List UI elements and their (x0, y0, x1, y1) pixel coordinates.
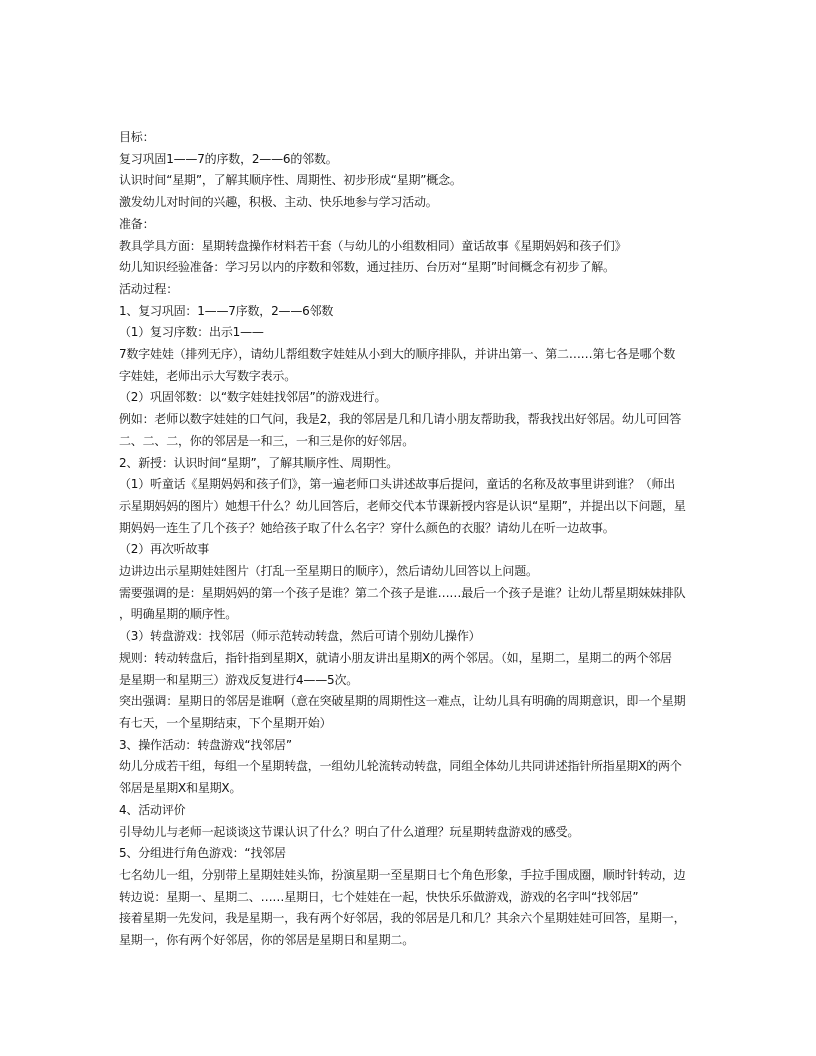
body-line: 示星期妈妈的图片）她想干什么？幼儿回答后，老师交代本节课新授内容是认识“星期”，并提出以下问题，星 (119, 498, 686, 513)
section-heading: 4、活动评价 (119, 802, 186, 817)
body-line: 需要强调的是：星期妈妈的第一个孩子是谁？第二个孩子是谁……最后一个孩子是谁？让幼儿帮星期妹妹排队 (119, 585, 686, 600)
body-line: 七名幼儿一组，分别带上星期娃娃头饰，扮演星期一至星期日七个角色形象，手拉手围成圈，顺时针转动，边 (119, 867, 686, 882)
objective-line: 激发幼儿对时间的兴趣，积极、主动、快乐地参与学习活动。 (119, 195, 438, 210)
body-line: ，明确星期的顺序性。 (119, 607, 238, 622)
document-body (119, 127, 699, 952)
subsection-heading: （3）转盘游戏：找邻居（师示范转动转盘，然后可请个别幼儿操作） (119, 629, 481, 644)
body-line: 星期一，你有两个好邻居，你的邻居是星期日和星期二。 (119, 933, 415, 948)
body-line: 突出强调：星期日的邻居是谁啊（意在突破星期的周期性这一难点，让幼儿具有明确的周期意识，即一个星期 (119, 694, 686, 709)
heading-objectives: 目标： (119, 130, 155, 144)
body-line: 二、二、二，你的邻居是一和三，一和三是你的好邻居。 (119, 433, 415, 448)
section-heading: 5、分组进行角色游戏：“找邻居 (119, 846, 286, 861)
heading-process: 活动过程： (119, 281, 179, 296)
subsection-heading: （1）复习序数：出示1—— (119, 325, 264, 340)
body-line: 例如：老师以数字娃娃的口气问，我是2，我的邻居是几和几请小朋友帮助我，帮我找出好邻居。幼儿可回答 (119, 412, 682, 427)
heading-preparation: 准备： (119, 216, 155, 231)
body-line: 规则：转动转盘后，指针指到星期X，就请小朋友讲出星期X的两个邻居。（如，星期二，星期二的两个邻居 (119, 650, 672, 665)
section-heading: 3、操作活动：转盘游戏“找邻居” (119, 737, 292, 752)
objective-line: 复习巩固1——7的序数，2——6的邻数。 (119, 151, 338, 166)
body-line: 引导幼儿与老师一起谈谈这节课认识了什么？明白了什么道理？玩星期转盘游戏的感受。 (119, 824, 580, 839)
body-line: 字娃娃，老师出示大写数字表示。 (119, 368, 297, 383)
body-line: 幼儿分成若干组，每组一个星期转盘，一组幼儿轮流转动转盘，同组全体幼儿共同讲述指针所指星期X的两个 (119, 759, 682, 774)
section-heading: 1、复习巩固：1——7序数，2——6邻数 (119, 303, 334, 318)
objective-line: 认识时间“星期”，了解其顺序性、周期性、初步形成“星期”概念。 (119, 173, 462, 188)
preparation-line: 教具学具方面：星期转盘操作材料若干套（与幼儿的小组数相同）童话故事《星期妈妈和孩子们》 (119, 238, 627, 253)
body-line: 转边说：星期一、星期二、……星期日，七个娃娃在一起，快快乐乐做游戏，游戏的名字叫“找邻居” (119, 889, 639, 904)
body-line: 接着星期一先发问，我是星期一，我有两个好邻居，我的邻居是几和几？其余六个星期娃娃可回答，星期一， (119, 911, 686, 926)
body-line: （1）听童话《星期妈妈和孩子们》，第一遍老师口头讲述故事后提问，童话的名称及故事里讲到谁？（师出 (119, 477, 676, 492)
body-line: 7数字娃娃（排列无序），请幼儿帮组数字娃娃从小到大的顺序排队，并讲出第一、第二……第七各是哪个数 (119, 347, 676, 362)
body-line: 边讲边出示星期娃娃图片（打乱一至星期日的顺序），然后请幼儿回答以上问题。 (119, 564, 538, 579)
body-line: 是星期一和星期三）游戏反复进行4——5次。 (119, 672, 359, 687)
body-line: 期妈妈一连生了几个孩子？她给孩子取了什么名字？穿什么颜色的衣服？请幼儿在听一边故事。 (119, 520, 615, 535)
section-heading: 2、新授：认识时间“星期”，了解其顺序性、周期性。 (119, 455, 399, 470)
preparation-line: 幼儿知识经验准备：学习另以内的序数和邻数，通过挂历、台历对“星期”时间概念有初步了解。 (119, 260, 615, 275)
body-line: 邻居是星期X和星期X。 (119, 781, 242, 796)
body-line: 有七天，一个星期结束，下个星期开始） (119, 715, 332, 730)
subsection-heading: （2）巩固邻数：以“数字娃娃找邻居”的游戏进行。 (119, 390, 387, 405)
subsection-heading: （2）再次听故事 (119, 542, 210, 557)
